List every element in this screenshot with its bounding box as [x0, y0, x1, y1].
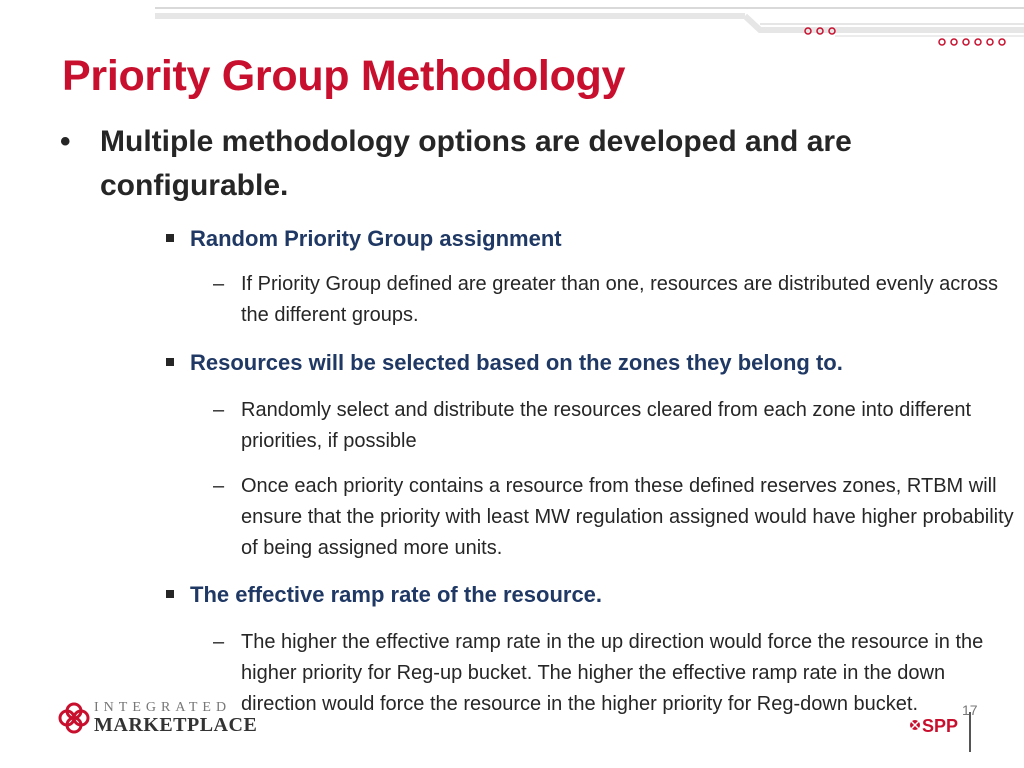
slide-title: Priority Group Methodology: [62, 52, 626, 100]
square-bullet-icon: [166, 358, 174, 366]
dash-icon: –: [213, 273, 225, 295]
marketplace-logo-icon: [58, 702, 90, 734]
level1-text: Multiple methodology options are developed and are configurable.: [100, 125, 852, 202]
logo-text-integrated: INTEGRATED: [94, 700, 232, 715]
spp-flame-icon: [908, 718, 922, 732]
square-bullet-icon: [166, 590, 174, 598]
dash-icon: –: [213, 631, 225, 653]
section-heading-zones: Resources will be selected based on the zones they belong to.: [190, 348, 843, 378]
integrated-marketplace-logo: [58, 700, 258, 740]
level1-bullet: [60, 120, 960, 208]
dash-icon: –: [213, 399, 225, 421]
page-number: 17: [962, 702, 978, 718]
footer-divider: [969, 712, 971, 752]
square-bullet-icon: [166, 234, 174, 242]
header-decoration: [0, 0, 1024, 60]
dash-icon: –: [213, 475, 225, 497]
list-item: – If Priority Group defined are greater than one, resources are distributed evenly across the different groups.: [241, 269, 1016, 331]
section-heading-random: Random Priority Group assignment: [190, 224, 562, 254]
bullet-icon: •: [60, 125, 71, 158]
list-item: – The higher the effective ramp rate in the up direction would force the resource in the higher priority for Reg-up bucket. The higher the effective ramp rate in the down direction would force the resource in the higher priority for Reg-down bucket.: [241, 627, 1016, 720]
spp-logo-text: SPP: [922, 716, 959, 736]
list-item: – Randomly select and distribute the resources cleared from each zone into different priorities, if possible: [241, 395, 1016, 457]
list-item: – Once each priority contains a resource from these defined reserves zones, RTBM will ensure that the priority with least MW regulation assigned would have higher probability of being assigned more units.: [241, 471, 1016, 564]
section-heading-ramp: The effective ramp rate of the resource.: [190, 580, 602, 610]
logo-text-marketplace: MARKETPLACE: [94, 714, 258, 736]
spp-logo: [908, 712, 968, 742]
